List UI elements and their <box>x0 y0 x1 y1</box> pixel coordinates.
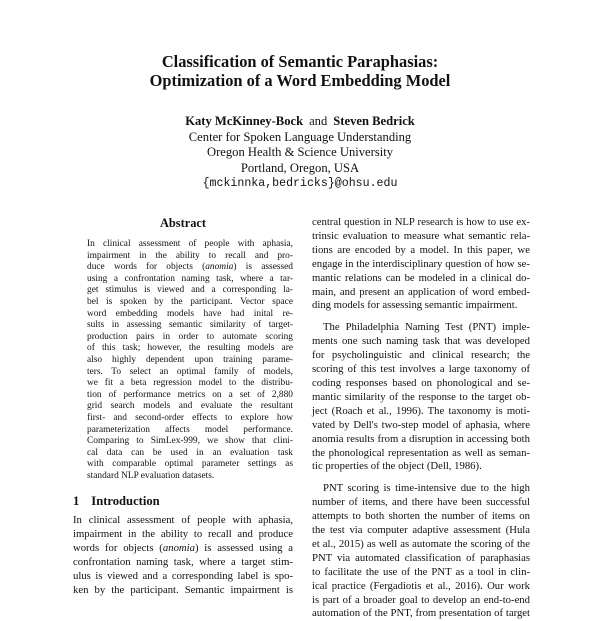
abstract-line: using a confrontation naming task, where a tar- <box>87 273 293 284</box>
abstract-line: word embedding models have had inital re- <box>87 308 293 319</box>
abstract-body <box>87 239 293 482</box>
body-line: scoring of this test involves a large taxonomy of <box>312 363 530 376</box>
body-line: ulus is viewed and a corresponding label is spo- <box>73 570 293 583</box>
body-line: to facilitate the use of the PNT as a tool in clin- <box>312 565 530 578</box>
author-separator: and <box>309 114 328 128</box>
body-line: The Philadelphia Naming Test (PNT) imple- <box>323 321 530 334</box>
emphasized-term: anomia <box>162 542 195 555</box>
body-line: engage in the interdisciplinary question of how se- <box>312 257 530 270</box>
paragraph-gap <box>312 474 530 482</box>
body-line: the phonological representation as well as seman- <box>312 446 530 459</box>
abstract-line: parameterization affects model performance. <box>87 424 293 435</box>
abstract-line: we fit a beta regression model to the distribu- <box>87 378 293 389</box>
body-line: ments one such naming task that was developed <box>312 335 530 348</box>
abstract-line: with comparable optimal parameter settings as <box>87 459 293 470</box>
author-name: Katy McKinney-Bock <box>185 114 304 128</box>
body-line: In clinical assessment of people with aphasia, <box>73 514 293 527</box>
paragraph-gap <box>312 313 530 321</box>
left-column <box>73 212 293 598</box>
abstract-line: In clinical assessment of people with aphasia, <box>87 239 293 249</box>
affiliation-line: Oregon Health & Science University <box>206 145 394 159</box>
body-line: confrontation naming task, where a target stim- <box>73 556 293 569</box>
body-line: mantic similarity of the response to the target ob- <box>312 390 530 403</box>
body-line: et al., 2015) as well as automate the scoring of the <box>312 537 530 550</box>
abstract-line: get stimulus is viewed and a corresponding la- <box>87 285 293 296</box>
abstract-line: duce words for objects (anomia) is assessed <box>87 262 293 273</box>
body-line: ken by the participant. Semantic impairment is <box>73 584 293 596</box>
abstract-line: sults in assessing semantic similarity of target- <box>87 320 293 331</box>
abstract-line: tion of performance metrics on a set of 2,880 <box>87 389 293 400</box>
body-line: vated by Dell's two-step model of aphasia, where <box>312 418 530 431</box>
abstract-line: impairment in the ability to recall and pro- <box>87 250 293 261</box>
author-email: {mckinnka,bedricks}@ohsu.edu <box>202 177 398 190</box>
abstract-line: bel is spoken by the participant. Vector space <box>87 296 293 307</box>
abstract-line: ters. To select an optimal family of models, <box>87 366 293 377</box>
abstract-line: grid search models and evaluate the resultant <box>87 401 293 412</box>
abstract-line: first- and second-order effects to explore how <box>87 412 293 423</box>
body-line: attempts to both shorten the number of items on <box>312 510 530 523</box>
body-line: is part of a broader goal to develop an end-to-end <box>312 593 530 606</box>
body-line: ical practice (Fergadiotis et al., 2016). Our work <box>312 579 530 592</box>
body-line: impairment in the ability to recall and produce <box>73 528 293 541</box>
abstract-heading: Abstract <box>159 216 207 230</box>
body-line: ject (Roach et al., 1996). The taxonomy is moti- <box>312 404 530 417</box>
body-line: for psycholinguistic and clinical research; the <box>312 349 530 362</box>
author-names <box>0 114 600 130</box>
emphasized-term: anomia <box>205 262 234 273</box>
affiliation-line: Center for Spoken Language Understanding <box>188 129 412 144</box>
body-line: main, and present an application of word embed- <box>312 285 530 298</box>
body-line: mantic relations can be modeled in a clinical do- <box>312 271 530 284</box>
abstract-line: production pairs in order to automate scoring <box>87 331 293 342</box>
abstract-line: of this task; however, the resulting models are <box>87 343 293 354</box>
title-block <box>0 52 600 90</box>
section-number: 1 <box>73 494 80 509</box>
section-title: Introduction <box>91 494 160 509</box>
affiliation-line: Portland, Oregon, USA <box>240 160 360 175</box>
paper-title-line: Optimization of a Word Embedding Model <box>149 71 451 90</box>
body-line: PNT via automated classification of paraphasias <box>312 551 530 564</box>
body-line: tions are encoded by a model. In this paper, we <box>312 243 530 256</box>
body-line: trinsic evaluation to measure what semantic rela- <box>312 229 530 242</box>
body-line: central question in NLP research is how to use ex- <box>312 216 530 228</box>
body-line: automation of the PNT, from presentation of target <box>312 607 530 620</box>
body-line: ding models for assessing semantic impairment. <box>312 299 518 312</box>
author-block <box>0 114 600 192</box>
author-name: Steven Bedrick <box>333 114 415 128</box>
body-line: tic properties of the object (Dell, 1986). <box>312 460 482 473</box>
abstract-line: also highly dependent upon training parame- <box>87 354 293 365</box>
abstract-line: Comparing to SimLex-999, we show that clini- <box>87 436 293 447</box>
body-line: coding responses based on phonological and se- <box>312 376 530 389</box>
section-heading <box>73 494 293 509</box>
abstract-line: standard NLP evaluation datasets. <box>87 470 215 481</box>
body-line: PNT scoring is time-intensive due to the high <box>323 482 530 495</box>
body-line: the test via computer adaptive assessment (Hula <box>312 524 530 537</box>
abstract-line: cal data can be used in an evaluation task <box>87 447 293 458</box>
paper-title-line: Classification of Semantic Paraphasias: <box>161 52 439 71</box>
body-line: words for objects (anomia) is assessed using a <box>73 542 293 555</box>
right-column <box>312 216 530 621</box>
body-line: number of items, and there have been successful <box>312 496 530 509</box>
body-line: anomia results from a disruption in accessing both <box>312 432 530 445</box>
